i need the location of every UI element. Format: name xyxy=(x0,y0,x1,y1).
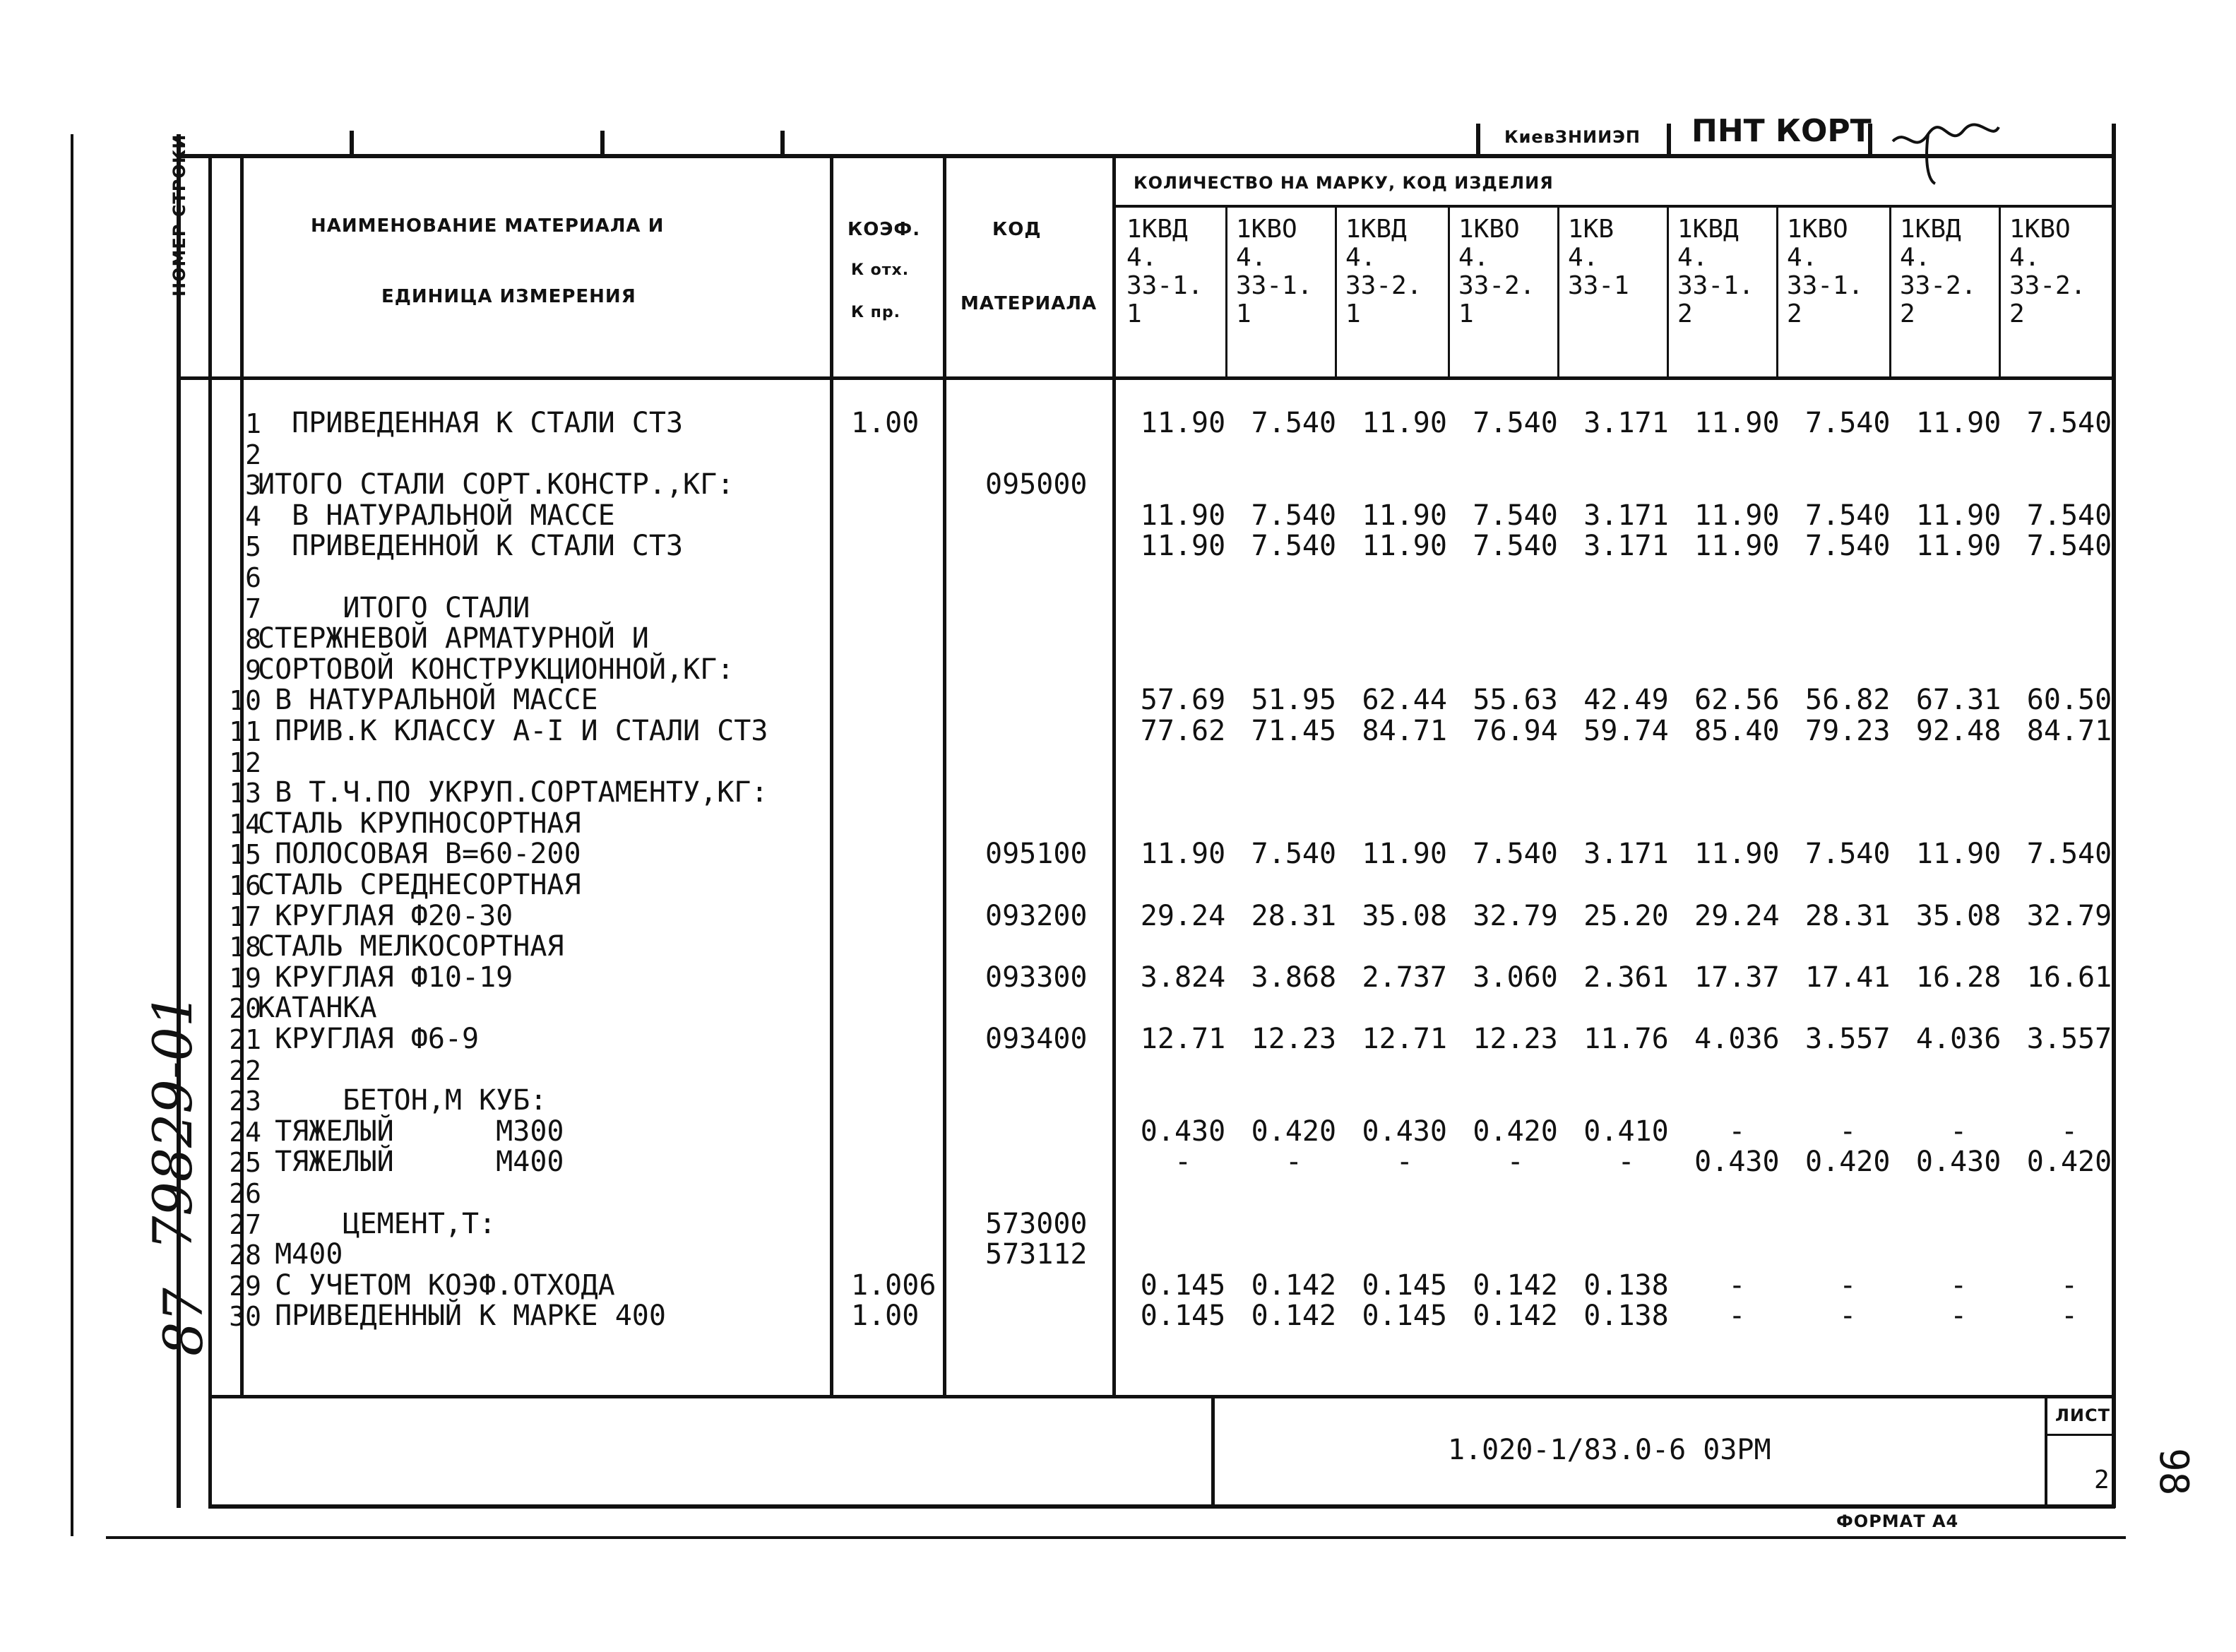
quantity-row xyxy=(1130,407,2122,439)
material-name: ПРИВЕДЕННОЙ К СТАЛИ СТЗ xyxy=(258,530,684,563)
qty-header-line xyxy=(1116,205,2112,208)
row-number: 3 xyxy=(245,470,261,501)
quantity-cell: 4.036 xyxy=(1694,1023,1780,1055)
material-code: 093200 xyxy=(985,899,1088,932)
quantity-cell: 12.71 xyxy=(1362,1023,1447,1055)
quantity-cell: 42.49 xyxy=(1583,684,1669,717)
quantity-cell: 3.171 xyxy=(1583,499,1669,532)
quantity-cell: 0.420 xyxy=(1473,1115,1558,1148)
row-number: 30 xyxy=(229,1301,261,1333)
quantity-cell: - xyxy=(1950,1268,1968,1302)
quantity-cell: 11.90 xyxy=(1140,530,1226,563)
quantity-cell: 7.540 xyxy=(1805,530,1891,563)
quantity-cell: 7.540 xyxy=(1473,838,1558,871)
quantity-cell: 0.138 xyxy=(1583,1268,1669,1302)
product-column-header: 1КВД 4. 33-2. 2 xyxy=(1900,215,1977,328)
signature-mark xyxy=(1886,113,2006,191)
quantity-cell: 3.060 xyxy=(1473,961,1558,994)
quantity-row xyxy=(1130,530,2122,562)
material-name: СОРТОВОЙ КОНСТРУКЦИОННОЙ,КГ: xyxy=(258,653,735,686)
material-name: М400 xyxy=(258,1238,343,1271)
row-number: 29 xyxy=(229,1270,261,1302)
quantity-row xyxy=(1130,1023,2122,1055)
quantity-cell: 28.31 xyxy=(1251,899,1337,932)
quantity-cell: 7.540 xyxy=(2026,838,2112,871)
quantity-cell: - xyxy=(1950,1115,1968,1148)
footer-split-line xyxy=(1211,1395,1215,1508)
row-number: 15 xyxy=(229,839,261,871)
row-number: 4 xyxy=(245,500,261,532)
material-name: ПРИВЕДЕННЫЙ К МАРКЕ 400 xyxy=(258,1300,666,1333)
quantity-cell: 16.61 xyxy=(2026,961,2112,994)
quantity-cell: 29.24 xyxy=(1694,899,1780,932)
row-number: 19 xyxy=(229,962,261,994)
quantity-cell: 11.90 xyxy=(1140,838,1226,871)
coefficient: 1.00 xyxy=(851,1300,920,1333)
quantity-cell: 4.036 xyxy=(1915,1023,2002,1055)
row-number: 10 xyxy=(229,685,261,717)
quantity-cell: 0.410 xyxy=(1583,1115,1669,1148)
quantity-cell: 76.94 xyxy=(1473,715,1558,747)
material-code: 573000 xyxy=(985,1207,1088,1240)
quantity-cell: 7.540 xyxy=(1473,530,1558,563)
quantity-cell: 35.08 xyxy=(1915,899,2002,932)
material-name: ПРИВ.К КЛАССУ А-I И СТАЛИ СТЗ xyxy=(258,715,768,747)
row-number: 25 xyxy=(229,1147,261,1179)
quantity-cell: 29.24 xyxy=(1140,899,1226,932)
quantity-cell: 0.138 xyxy=(1583,1300,1669,1333)
quantity-cell: 11.90 xyxy=(1694,407,1780,439)
row-number: 12 xyxy=(229,747,261,778)
row-number: 16 xyxy=(229,870,261,901)
quantity-cell: 11.90 xyxy=(1694,838,1780,871)
quantity-cell: - xyxy=(1728,1268,1746,1302)
row-number-header: НОМЕР СТРОКИ xyxy=(170,133,189,297)
row-number: 26 xyxy=(229,1178,261,1209)
material-code: 573112 xyxy=(985,1238,1088,1271)
quantity-row xyxy=(1130,1146,2122,1178)
quantity-cell: 17.37 xyxy=(1694,961,1780,994)
quantity-cell: 11.90 xyxy=(1915,530,2002,563)
quantity-cell: 7.540 xyxy=(2026,499,2112,532)
quantity-cell: 0.430 xyxy=(1694,1146,1780,1179)
quantity-cell: 3.824 xyxy=(1140,961,1226,994)
left-margin-line xyxy=(71,134,73,1536)
quantity-cell: 0.142 xyxy=(1251,1300,1337,1333)
header-bottom-line xyxy=(177,376,2112,380)
material-name: СТАЛЬ СРЕДНЕСОРТНАЯ xyxy=(258,869,581,901)
quantity-row xyxy=(1130,838,2122,870)
quantity-cell: 7.540 xyxy=(1251,499,1337,532)
quantity-cell: 51.95 xyxy=(1251,684,1337,717)
quantity-cell: 62.44 xyxy=(1362,684,1447,717)
material-code: 093400 xyxy=(985,1023,1088,1055)
quantity-cell: 11.90 xyxy=(1362,838,1447,871)
page-number-right: 98 xyxy=(2151,1448,2196,1496)
row-number: 8 xyxy=(245,624,261,655)
sheet-label: ЛИСТ xyxy=(2055,1406,2111,1425)
material-code: 095000 xyxy=(985,468,1088,501)
product-column-header: 1КВ 4. 33-1 xyxy=(1568,215,1629,300)
quantity-cell: 0.420 xyxy=(2026,1146,2112,1179)
material-name: В Т.Ч.ПО УКРУП.СОРТАМЕНТУ,КГ: xyxy=(258,776,768,809)
quantity-cell: - xyxy=(1839,1300,1857,1333)
material-code: 093300 xyxy=(985,961,1088,994)
quantity-cell: 11.90 xyxy=(1694,499,1780,532)
body-bottom-line xyxy=(208,1395,2112,1398)
material-name: СТАЛЬ КРУПНОСОРТНАЯ xyxy=(258,807,581,840)
quantity-row xyxy=(1130,1115,2122,1148)
material-name: БЕТОН,М КУБ: xyxy=(258,1084,547,1117)
sheet-box-mid xyxy=(2045,1434,2115,1436)
product-column-header: 1КВД 4. 33-2. 1 xyxy=(1345,215,1422,328)
quantity-cell: 0.430 xyxy=(1915,1146,2002,1179)
quantity-cell: 7.540 xyxy=(1251,530,1337,563)
code-header-1: КОД xyxy=(992,219,1042,240)
quantity-cell: 62.56 xyxy=(1694,684,1780,717)
quantity-cell: 35.08 xyxy=(1362,899,1447,932)
material-name: КРУГЛАЯ Ф20-30 xyxy=(258,899,513,932)
quantity-cell: - xyxy=(1839,1268,1857,1302)
row-number: 22 xyxy=(229,1054,261,1086)
material-name: КАТАНКА xyxy=(258,992,377,1025)
row-number: 5 xyxy=(245,531,261,563)
quantity-row xyxy=(1130,684,2122,716)
material-code: 095100 xyxy=(985,838,1088,871)
quantity-cell: 3.171 xyxy=(1583,407,1669,439)
quantity-cell: 11.90 xyxy=(1915,838,2002,871)
sheet-box-line xyxy=(2045,1395,2047,1508)
quantity-cell: 28.31 xyxy=(1805,899,1891,932)
row-number: 1 xyxy=(245,408,261,439)
document-code: 1.020-1/83.0-6 03РМ xyxy=(1448,1434,1771,1466)
quantity-cell: 0.420 xyxy=(1805,1146,1891,1179)
product-column-header: 1КВД 4. 33-1. 1 xyxy=(1126,215,1203,328)
quantity-cell: 0.145 xyxy=(1140,1268,1226,1302)
quantity-cell: 3.557 xyxy=(1805,1023,1891,1055)
quantity-cell: - xyxy=(2060,1115,2079,1148)
quantity-cell: 11.76 xyxy=(1583,1023,1669,1055)
quantity-cell: 77.62 xyxy=(1140,715,1226,747)
product-column-header: 1КВО 4. 33-2. 1 xyxy=(1458,215,1535,328)
quantity-cell: 7.540 xyxy=(1473,499,1558,532)
quantity-cell: 11.90 xyxy=(1915,499,2002,532)
product-column-header: 1КВО 4. 33-1. 1 xyxy=(1236,215,1313,328)
product-column-header: 1КВО 4. 33-2. 2 xyxy=(2009,215,2086,328)
inventory-number: 79829-01 xyxy=(141,992,204,1250)
quantity-cell: 0.142 xyxy=(1251,1268,1337,1302)
material-name: ЦЕМЕНТ,Т: xyxy=(258,1207,496,1240)
material-name: ТЯЖЕЛЫЙ М400 xyxy=(258,1146,564,1179)
quantity-cell: 55.63 xyxy=(1473,684,1558,717)
top-tick xyxy=(350,131,354,155)
outer-bottom-line xyxy=(106,1536,2126,1539)
quantity-cell: 92.48 xyxy=(1915,715,2002,747)
material-name: СТЕРЖНЕВОЙ АРМАТУРНОЙ И xyxy=(258,622,649,655)
row-number: 7 xyxy=(245,593,261,624)
row-number: 2 xyxy=(245,439,261,470)
quantity-cell: 67.31 xyxy=(1915,684,2002,717)
quantity-cell: 3.171 xyxy=(1583,530,1669,563)
quantity-cell: 11.90 xyxy=(1362,407,1447,439)
code-header-2: МАТЕРИАЛА xyxy=(961,293,1098,314)
quantity-cell: - xyxy=(1396,1146,1413,1179)
quantity-cell: 0.145 xyxy=(1362,1300,1447,1333)
quantity-row xyxy=(1130,961,2122,994)
top-tick xyxy=(1667,124,1671,155)
row-number: 28 xyxy=(229,1240,261,1271)
material-name: СТАЛЬ МЕЛКОСОРТНАЯ xyxy=(258,930,564,963)
coef-header-1: КОЭФ. xyxy=(848,219,921,240)
quantity-cell: 7.540 xyxy=(1251,838,1337,871)
quantity-cell: 7.540 xyxy=(1473,407,1558,439)
quantity-cell: 11.90 xyxy=(1140,499,1226,532)
quantity-cell: 7.540 xyxy=(2026,407,2112,439)
top-tick xyxy=(780,131,785,155)
quantity-cell: 60.50 xyxy=(2026,684,2112,717)
quantity-cell: - xyxy=(1174,1146,1192,1179)
code-col-line xyxy=(943,154,946,1397)
quantity-cell: - xyxy=(1506,1146,1524,1179)
quantity-cell: - xyxy=(1950,1300,1968,1333)
quantity-cell: 11.90 xyxy=(1362,499,1447,532)
quantity-row xyxy=(1130,499,2122,532)
material-name: ИТОГО СТАЛИ xyxy=(258,591,530,624)
quantity-cell: 85.40 xyxy=(1694,715,1780,747)
quantity-row xyxy=(1130,900,2122,932)
quantity-cell: 7.540 xyxy=(1805,499,1891,532)
row-number: 6 xyxy=(245,562,261,593)
row-number: 21 xyxy=(229,1024,261,1055)
quantity-cell: 59.74 xyxy=(1583,715,1669,747)
quantity-cell: 3.557 xyxy=(2026,1023,2112,1055)
quantity-cell: 11.90 xyxy=(1362,530,1447,563)
quantity-cell: - xyxy=(1728,1300,1746,1333)
stamp-org: КиевЗНИИЭП xyxy=(1504,127,1641,147)
material-name: ИТОГО СТАЛИ СОРТ.КОНСТР.,КГ: xyxy=(258,468,735,501)
top-tick xyxy=(1476,124,1480,155)
quantity-cell: 32.79 xyxy=(1473,899,1558,932)
footer-bottom-line xyxy=(208,1504,2115,1509)
quantity-cell: 7.540 xyxy=(1805,407,1891,439)
coef-header-3: К пр. xyxy=(851,304,900,321)
material-name: КРУГЛАЯ Ф6-9 xyxy=(258,1023,480,1055)
quantity-cell: 3.171 xyxy=(1583,838,1669,871)
quantity-cell: 0.430 xyxy=(1362,1115,1447,1148)
quantity-cell: 11.90 xyxy=(1694,530,1780,563)
quantity-cell: 57.69 xyxy=(1140,684,1226,717)
quantity-cell: - xyxy=(2060,1300,2079,1333)
quantity-cell: 12.71 xyxy=(1140,1023,1226,1055)
quantity-cell: 25.20 xyxy=(1583,899,1669,932)
material-name: ПОЛОСОВАЯ В=60-200 xyxy=(258,838,581,871)
quantity-cell: - xyxy=(1285,1146,1302,1179)
quantity-cell: 11.90 xyxy=(1140,407,1226,439)
quantity-cell: 71.45 xyxy=(1251,715,1337,747)
material-name: В НАТУРАЛЬНОЙ МАССЕ xyxy=(258,684,598,717)
quantity-cell: - xyxy=(1839,1115,1857,1148)
row-number: 24 xyxy=(229,1116,261,1148)
quantity-cell: 2.361 xyxy=(1583,961,1669,994)
coefficient: 1.00 xyxy=(851,407,920,439)
quantity-cell: 7.540 xyxy=(1251,407,1337,439)
stamp-dept: ПНТ КОРТ xyxy=(1691,113,1872,149)
quantity-cell: 0.145 xyxy=(1140,1300,1226,1333)
quantity-cell: 12.23 xyxy=(1251,1023,1337,1055)
material-name-header-2: ЕДИНИЦА ИЗМЕРЕНИЯ xyxy=(381,286,636,307)
quantity-cell: 84.71 xyxy=(2026,715,2112,747)
row-number: 23 xyxy=(229,1086,261,1117)
material-name: ТЯЖЕЛЫЙ М300 xyxy=(258,1115,564,1148)
quantity-cell: 0.142 xyxy=(1473,1268,1558,1302)
row-number: 18 xyxy=(229,932,261,963)
quantity-cell: 3.868 xyxy=(1251,961,1337,994)
quantity-cell: - xyxy=(1728,1115,1746,1148)
top-tick xyxy=(600,131,605,155)
row-number: 13 xyxy=(229,778,261,809)
quantity-cell: 0.142 xyxy=(1473,1300,1558,1333)
quantity-cell: - xyxy=(1617,1146,1635,1179)
page-mark: 87 xyxy=(152,1288,215,1356)
qty-header: КОЛИЧЕСТВО НА МАРКУ, КОД ИЗДЕЛИЯ xyxy=(1134,173,1554,193)
quantity-cell: 7.540 xyxy=(1805,838,1891,871)
quantity-cell: 0.145 xyxy=(1362,1268,1447,1302)
row-number: 9 xyxy=(245,654,261,686)
row-number: 27 xyxy=(229,1208,261,1240)
quantity-cell: 16.28 xyxy=(1915,961,2002,994)
row-number: 14 xyxy=(229,808,261,840)
top-border xyxy=(177,154,2112,158)
material-name: С УЧЕТОМ КОЭФ.ОТХОДА xyxy=(258,1268,615,1302)
quantity-cell: 2.737 xyxy=(1362,961,1447,994)
material-name: КРУГЛАЯ Ф10-19 xyxy=(258,961,513,994)
quantity-cell: 84.71 xyxy=(1362,715,1447,747)
quantity-cell: 12.23 xyxy=(1473,1023,1558,1055)
quantity-row xyxy=(1130,1269,2122,1302)
row-number: 11 xyxy=(229,716,261,747)
product-column-header: 1КВО 4. 33-1. 2 xyxy=(1787,215,1864,328)
qty-col-line xyxy=(1112,154,1116,1397)
row-number: 17 xyxy=(229,901,261,932)
coefficient: 1.006 xyxy=(851,1268,936,1302)
quantity-cell: 11.90 xyxy=(1915,407,2002,439)
row-number: 20 xyxy=(229,993,261,1025)
material-name: В НАТУРАЛЬНОЙ МАССЕ xyxy=(258,499,615,532)
quantity-cell: 79.23 xyxy=(1805,715,1891,747)
quantity-cell: 17.41 xyxy=(1805,961,1891,994)
quantity-cell: 0.430 xyxy=(1140,1115,1226,1148)
quantity-cell: 7.540 xyxy=(2026,530,2112,563)
product-column-header: 1КВД 4. 33-1. 2 xyxy=(1677,215,1754,328)
quantity-cell: 0.420 xyxy=(1251,1115,1337,1148)
material-name-header-1: НАИМЕНОВАНИЕ МАТЕРИАЛА И xyxy=(311,215,665,237)
coef-header-2: К отх. xyxy=(851,261,910,279)
material-name: ПРИВЕДЕННАЯ К СТАЛИ СТЗ xyxy=(258,407,684,439)
quantity-cell: 56.82 xyxy=(1805,684,1891,717)
quantity-row xyxy=(1130,1300,2122,1332)
quantity-cell: - xyxy=(2060,1268,2079,1302)
quantity-cell: 32.79 xyxy=(2026,899,2112,932)
sheet-number: 2 xyxy=(2094,1466,2110,1494)
quantity-row xyxy=(1130,715,2122,747)
format-label: ФОРМАТ А4 xyxy=(1836,1511,1959,1531)
coef-col-line xyxy=(830,154,833,1397)
